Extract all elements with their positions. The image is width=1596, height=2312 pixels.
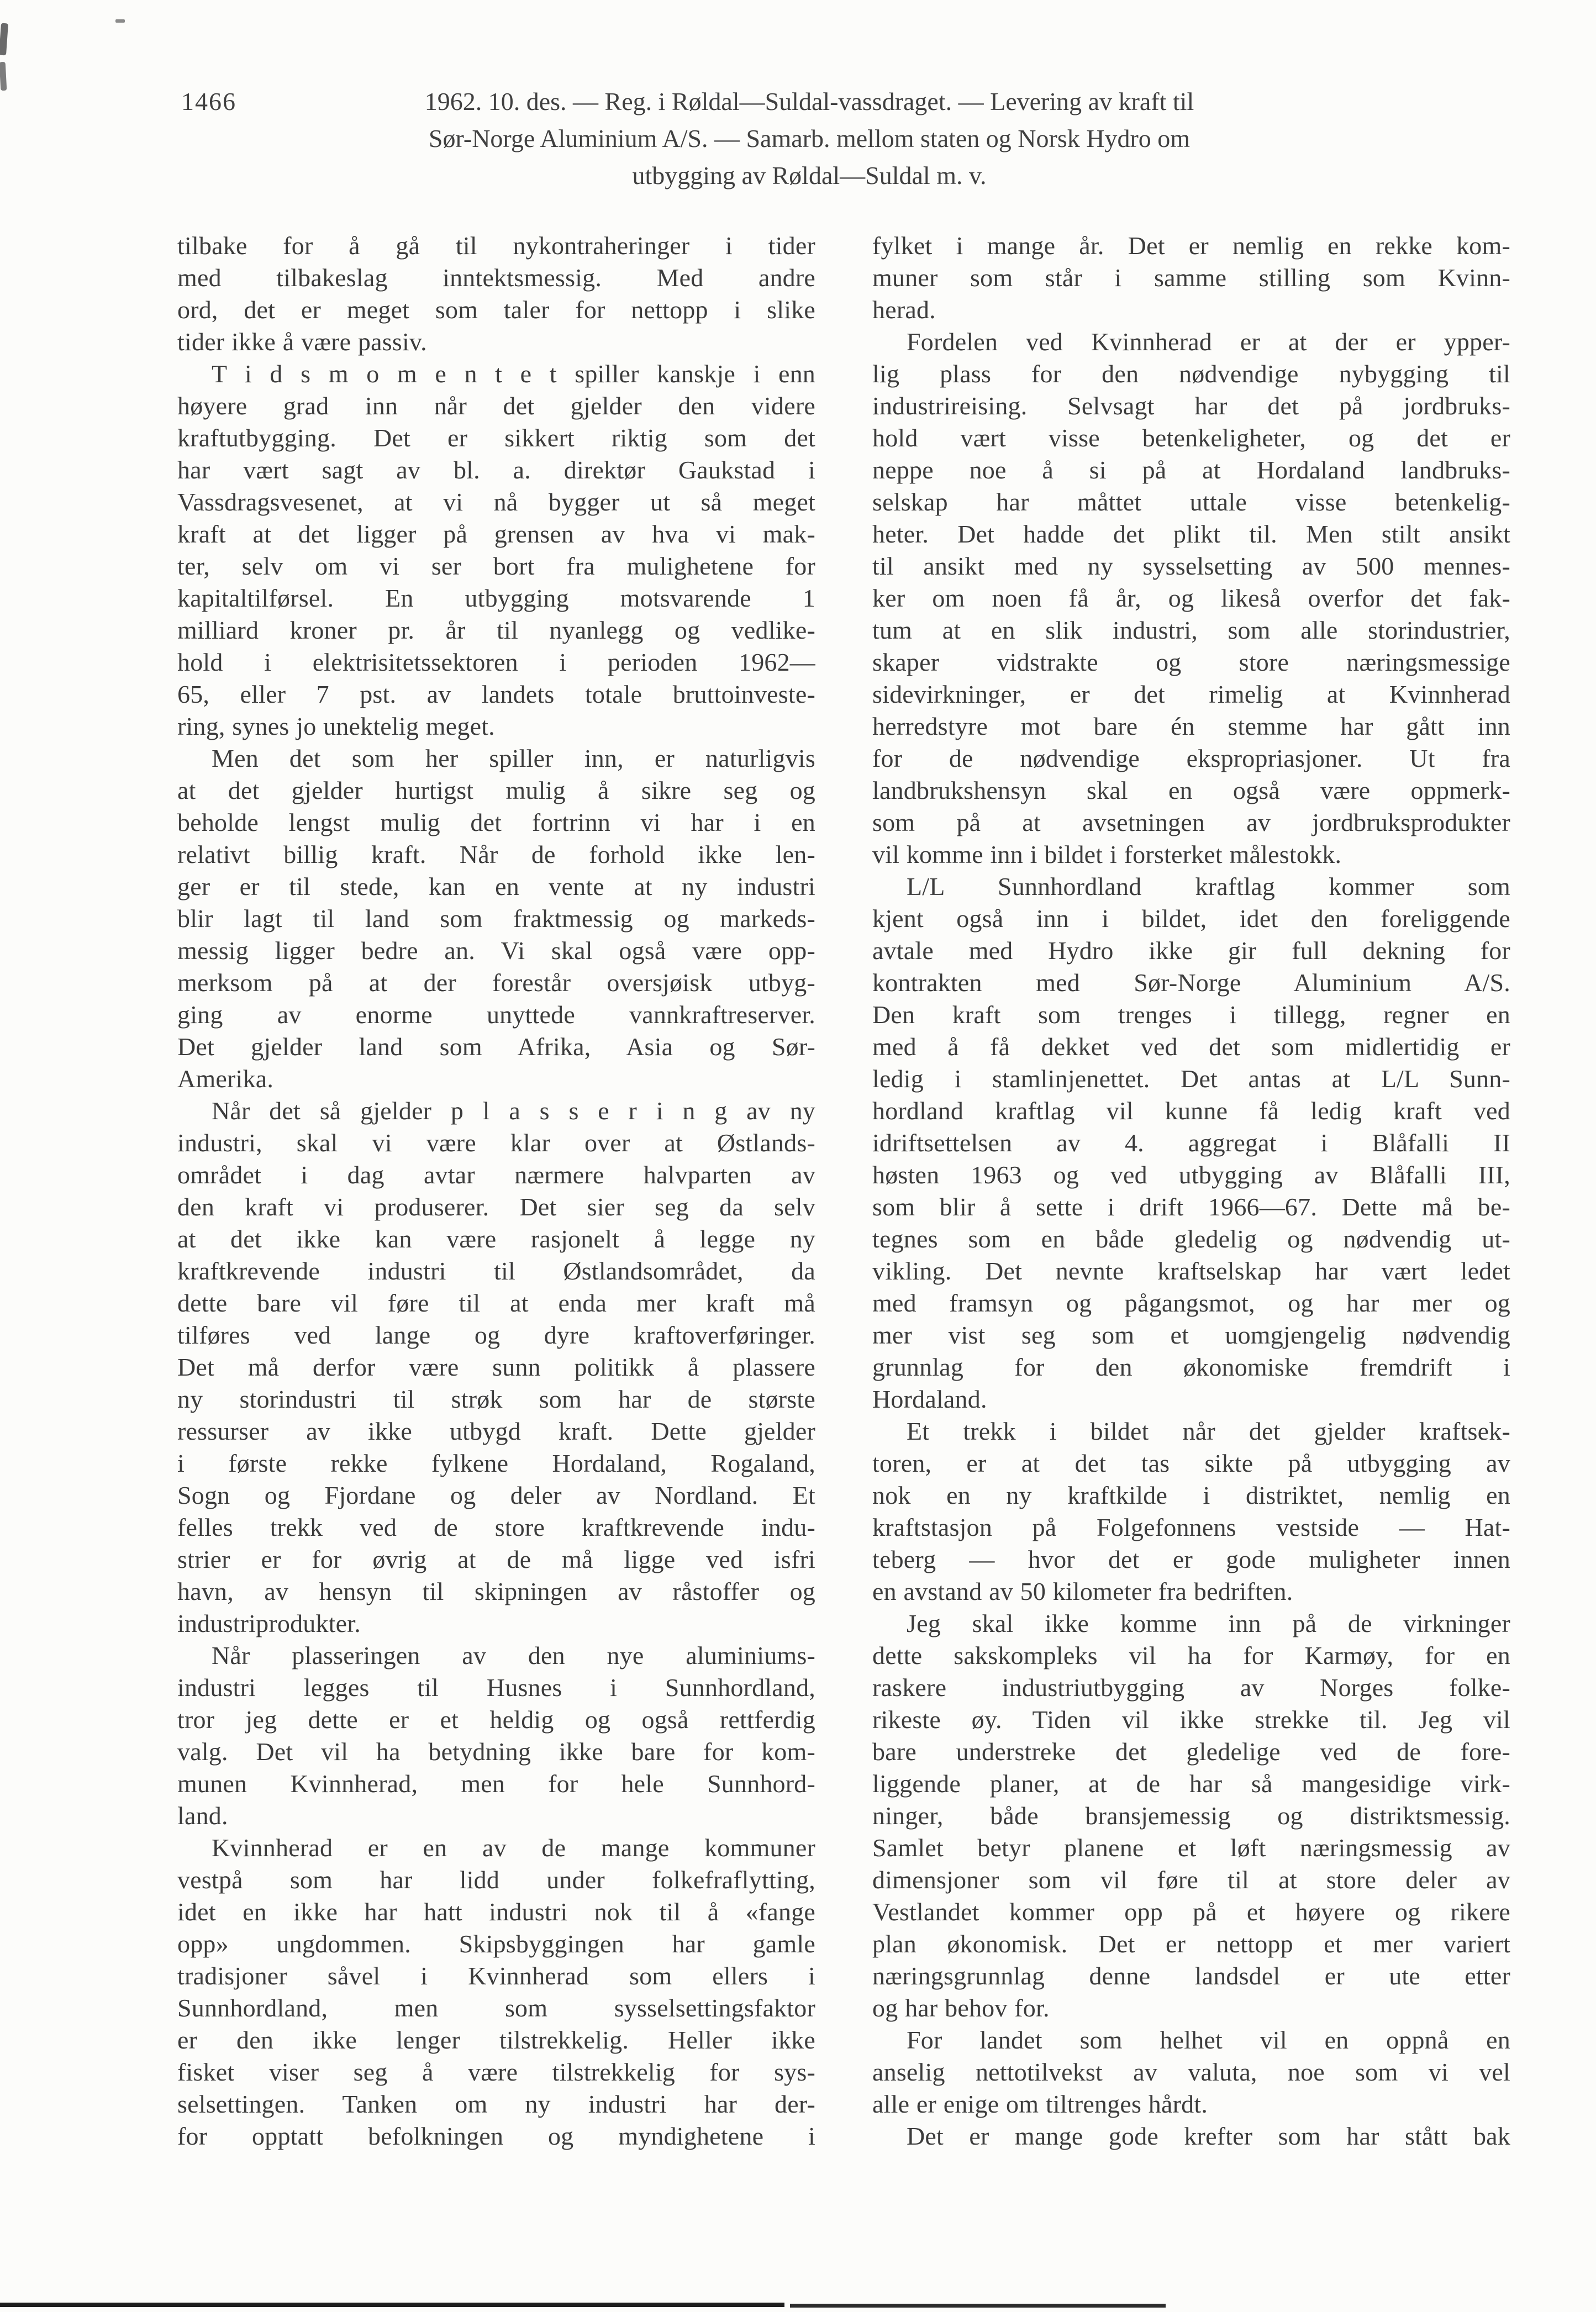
- text-line: Vassdragsvesenet, at vi nå bygger ut så meget: [177, 488, 815, 516]
- text-line: hold vært visse betenkeligheter, og det er: [872, 424, 1510, 452]
- text-line: tror jeg dette er et heldig og også rettferdig: [177, 1705, 815, 1734]
- text-line: området i dag avtar nærmere halvparten av: [177, 1161, 815, 1189]
- text-line: tegnes som en både gledelig og nødvendig ut-: [872, 1225, 1510, 1253]
- text-line: opp» ungdommen. Skipsbyggingen har gamle: [177, 1930, 815, 1958]
- text-line: Hordaland.: [872, 1385, 987, 1413]
- text-line: den kraft vi produserer. Det sier seg da selv: [177, 1193, 815, 1221]
- text-line: fisket viser seg å være tilstrekkelig for sys-: [177, 2058, 815, 2086]
- text-line: i første rekke fylkene Hordaland, Rogaland,: [177, 1449, 815, 1477]
- text-line: kjent også inn i bildet, idet den foreliggende: [872, 904, 1510, 933]
- text-line: kraft at det ligger på grensen av hva vi mak-: [177, 520, 815, 548]
- paragraph: [872, 2120, 1510, 2152]
- text-line: relativt billig kraft. Når de forhold ikke len-: [177, 840, 815, 868]
- text-line: valg. Det vil ha betydning ikke bare for kom-: [177, 1737, 815, 1766]
- text-line: Sogn og Fjordane og deler av Nordland. Et: [177, 1481, 815, 1509]
- paragraph: [177, 742, 815, 1095]
- text-line: havn, av hensyn til skipningen av råstoffer og: [177, 1577, 815, 1605]
- text-line: med tilbakeslag inntektsmessig. Med andre: [177, 264, 815, 292]
- text-line: landbrukshensyn skal en også være oppmerk-: [872, 776, 1510, 804]
- text-line: idet en ikke har hatt industri nok til å «fange: [177, 1898, 815, 1926]
- text-line: tider ikke å være passiv.: [177, 328, 427, 356]
- text-line: ledig i stamlinjenettet. Det antas at L/L Sunn-: [872, 1065, 1510, 1093]
- text-line: industriprodukter.: [177, 1609, 361, 1637]
- paragraph: [872, 1608, 1510, 2024]
- text-line: plan økonomisk. Det er nettopp et mer variert: [872, 1930, 1510, 1958]
- text-line: alle er enige om tiltrenges hårdt.: [872, 2090, 1208, 2118]
- scan-artifact-bottom-rule: [0, 2303, 784, 2307]
- text-line: selskap har måttet uttale visse betenkelig-: [872, 488, 1510, 516]
- text-line: T i d s m o m e n t e t spiller kanskje i enn: [212, 360, 815, 388]
- text-line: strier er for øvrig at de må ligge ved isfri: [177, 1545, 815, 1573]
- text-line: Den kraft som trenges i tillegg, regner en: [872, 1000, 1510, 1029]
- text-line: Men det som her spiller inn, er naturligvis: [212, 744, 815, 772]
- text-line: neppe noe å si på at Hordaland landbruks-: [872, 456, 1510, 484]
- paragraph: [177, 1640, 815, 1832]
- text-line: herad.: [872, 296, 936, 324]
- text-line: høsten 1963 og ved utbygging av Blåfalli III,: [872, 1161, 1510, 1189]
- text-line: vil komme inn i bildet i forsterket målestokk.: [872, 840, 1342, 868]
- text-line: For landet som helhet vil en oppnå en: [907, 2026, 1510, 2054]
- text-line: muner som står i samme stilling som Kvinn-: [872, 264, 1510, 292]
- text-line: hordland kraftlag vil kunne få ledig kraft ved: [872, 1097, 1510, 1125]
- text-line: tilføres ved lange og dyre kraftoverføringer.: [177, 1321, 815, 1349]
- text-line: for de nødvendige ekspropriasjoner. Ut fra: [872, 744, 1510, 772]
- text-line: mer vist seg som et uomgjengelig nødvendig: [872, 1321, 1510, 1349]
- text-line: tum at en slik industri, som alle storindustrier,: [872, 616, 1510, 644]
- text-line: beholde lengst mulig det fortrinn vi har i en: [177, 808, 815, 836]
- text-line: Jeg skal ikke komme inn på de virkninger: [907, 1609, 1510, 1637]
- text-line: ter, selv om vi ser bort fra mulighetene for: [177, 552, 815, 580]
- text-line: som på at avsetningen av jordbruksprodukter: [872, 808, 1510, 836]
- paragraph: [872, 2024, 1510, 2120]
- text-line: tilbake for å gå til nykontraheringer i tider: [177, 231, 815, 260]
- scan-artifact-left-edge-mark: [0, 23, 8, 56]
- right-column: [872, 230, 1510, 2152]
- text-line: blir lagt til land som fraktmessig og markeds-: [177, 904, 815, 933]
- scan-artifact-dash: [115, 19, 125, 23]
- text-line: milliard kroner pr. år til nyanlegg og vedlike-: [177, 616, 815, 644]
- text-line: grunnlag for den økonomiske fremdrift i: [872, 1353, 1510, 1381]
- scan-artifact-bottom-rule: [790, 2304, 1166, 2308]
- text-line: herredstyre mot bare én stemme har gått inn: [872, 712, 1510, 740]
- text-line: dette bare vil føre til at enda mer kraft må: [177, 1289, 815, 1317]
- text-line: ressurser av ikke utbygd kraft. Dette gjelder: [177, 1417, 815, 1445]
- text-line: heter. Det hadde det plikt til. Men stilt ansikt: [872, 520, 1510, 548]
- text-line: som blir å sette i drift 1966—67. Dette må be-: [872, 1193, 1510, 1221]
- text-line: raskere industriutbygging av Norges folke-: [872, 1673, 1510, 1702]
- text-line: med framsyn og pågangsmot, og har mer og: [872, 1289, 1510, 1317]
- text-line: lig plass for den nødvendige nybygging til: [872, 360, 1510, 388]
- page-number: 1466: [181, 87, 236, 115]
- text-line: messig ligger bedre an. Vi skal også være opp-: [177, 936, 815, 965]
- text-line: teberg — hvor det er gode muligheter innen: [872, 1545, 1510, 1573]
- text-line: Når det så gjelder p l a s s e r i n g av ny: [212, 1097, 815, 1125]
- text-line: bare understreke det gledelige ved de fore-: [872, 1737, 1510, 1766]
- text-line: næringsgrunnlag denne landsdel er ute etter: [872, 1962, 1510, 1990]
- text-line: for opptatt befolkningen og myndighetene i: [177, 2122, 815, 2150]
- text-line: Det må derfor være sunn politikk å plassere: [177, 1353, 815, 1381]
- text-line: liggende planer, at de har så mangesidige virk-: [872, 1769, 1510, 1798]
- text-line: kapitaltilførsel. En utbygging motsvarende 1: [177, 584, 815, 612]
- text-line: ord, det er meget som taler for nettopp i slike: [177, 296, 815, 324]
- text-line: industri, skal vi være klar over at Østlands-: [177, 1129, 815, 1157]
- text-line: er den ikke lenger tilstrekkelig. Heller ikke: [177, 2026, 815, 2054]
- text-line: anselig nettotilvekst av valuta, noe som vi vel: [872, 2058, 1510, 2086]
- scan-artifact-left-edge-mark: [0, 62, 7, 91]
- text-line: Fordelen ved Kvinnherad er at der er ypper-: [907, 328, 1510, 356]
- text-line: Samlet betyr planene et løft næringsmessig av: [872, 1834, 1510, 1862]
- text-line: en avstand av 50 kilometer fra bedriften.: [872, 1577, 1293, 1605]
- text-line: tradisjoner såvel i Kvinnherad som ellers i: [177, 1962, 815, 1990]
- text-line: Vestlandet kommer opp på et høyere og rikere: [872, 1898, 1510, 1926]
- text-line: toren, er at det tas sikte på utbygging av: [872, 1449, 1510, 1477]
- paragraph: [872, 1415, 1510, 1608]
- paragraph: [177, 358, 815, 742]
- text-line: 65, eller 7 pst. av landets totale bruttoinveste-: [177, 680, 815, 708]
- header-title-line: 1962. 10. des. — Reg. i Røldal—Suldal-vassdraget. — Levering av kraft til: [424, 87, 1194, 115]
- text-line: kraftstasjon på Folgefonnens vestside — Hat-: [872, 1513, 1510, 1541]
- text-line: Det er mange gode krefter som har stått bak: [907, 2122, 1510, 2150]
- paragraph: [177, 1832, 815, 2152]
- text-line: merksom på at der forestår oversjøisk utbyg-: [177, 968, 815, 997]
- text-line: skaper vidstrakte og store næringsmessige: [872, 648, 1510, 676]
- text-line: vestpå som har lidd under folkefraflytting,: [177, 1866, 815, 1894]
- text-line: vikling. Det nevnte kraftselskap har vært ledet: [872, 1257, 1510, 1285]
- text-line: land.: [177, 1802, 228, 1830]
- text-line: industrireising. Selvsagt har det på jordbruks-: [872, 392, 1510, 420]
- text-line: kontrakten med Sør-Norge Aluminium A/S.: [872, 968, 1510, 997]
- text-line: felles trekk ved de store kraftkrevende indu-: [177, 1513, 815, 1541]
- text-line: har vært sagt av bl. a. direktør Gaukstad i: [177, 456, 815, 484]
- left-column: [177, 230, 815, 2152]
- text-line: selsettingen. Tanken om ny industri har der-: [177, 2090, 815, 2118]
- text-line: til ansikt med ny sysselsetting av 500 mennes-: [872, 552, 1510, 580]
- text-line: kraftutbygging. Det er sikkert riktig som det: [177, 424, 815, 452]
- text-line: at det gjelder hurtigst mulig å sikre seg og: [177, 776, 815, 804]
- paragraph: [177, 1095, 815, 1640]
- text-line: hold i elektrisitetssektoren i perioden 1962—: [177, 648, 815, 676]
- text-line: ker om noen få år, og likeså overfor det fak-: [872, 584, 1510, 612]
- text-line: ger er til stede, kan en vente at ny industri: [177, 872, 815, 900]
- text-line: ging av enorme unyttede vannkraftreserver.: [177, 1000, 815, 1029]
- text-line: kraftkrevende industri til Østlandsområdet, da: [177, 1257, 815, 1285]
- text-line: nok en ny kraftkilde i distriktet, nemlig en: [872, 1481, 1510, 1509]
- paragraph: [872, 230, 1510, 326]
- text-line: og har behov for.: [872, 1994, 1050, 2022]
- text-line: at det ikke kan være rasjonelt å legge ny: [177, 1225, 815, 1253]
- text-line: med å få dekket ved det som midlertidig er: [872, 1033, 1510, 1061]
- paragraph: [872, 871, 1510, 1415]
- text-line: Kvinnherad er en av de mange kommuner: [212, 1834, 815, 1862]
- text-line: fylket i mange år. Det er nemlig en rekke kom-: [872, 231, 1510, 260]
- text-line: idriftsettelsen av 4. aggregat i Blåfalli II: [872, 1129, 1510, 1157]
- text-line: Et trekk i bildet når det gjelder kraftsek-: [907, 1417, 1510, 1445]
- paragraph: [872, 326, 1510, 871]
- text-line: ny storindustri til strøk som har de største: [177, 1385, 815, 1413]
- text-line: dette sakskompleks vil ha for Karmøy, for en: [872, 1641, 1510, 1670]
- text-line: sidevirkninger, er det rimelig at Kvinnherad: [872, 680, 1510, 708]
- text-line: Når plasseringen av den nye aluminiums-: [212, 1641, 815, 1670]
- header-title-line: Sør-Norge Aluminium A/S. — Samarb. mellom staten og Norsk Hydro om: [428, 124, 1191, 152]
- text-line: høyere grad inn når det gjelder den videre: [177, 392, 815, 420]
- text-line: L/L Sunnhordland kraftlag kommer som: [907, 872, 1510, 900]
- text-line: munen Kvinnherad, men for hele Sunnhord-: [177, 1769, 815, 1798]
- header-title: [182, 83, 1436, 194]
- text-line: ninger, både bransjemessig og distriktsmessig.: [872, 1802, 1510, 1830]
- text-line: Det gjelder land som Afrika, Asia og Sør-: [177, 1033, 815, 1061]
- header-title-line: utbygging av Røldal—Suldal m. v.: [632, 161, 987, 189]
- text-line: Amerika.: [177, 1065, 274, 1093]
- text-line: rikeste øy. Tiden vil ikke strekke til. Jeg vil: [872, 1705, 1510, 1734]
- text-line: dimensjoner som vil føre til at store deler av: [872, 1866, 1510, 1894]
- text-line: ring, synes jo unektelig meget.: [177, 712, 495, 740]
- text-line: Sunnhordland, men som sysselsettingsfaktor: [177, 1994, 815, 2022]
- text-line: industri legges til Husnes i Sunnhordland,: [177, 1673, 815, 1702]
- text-line: avtale med Hydro ikke gir full dekning for: [872, 936, 1510, 965]
- paragraph: [177, 230, 815, 358]
